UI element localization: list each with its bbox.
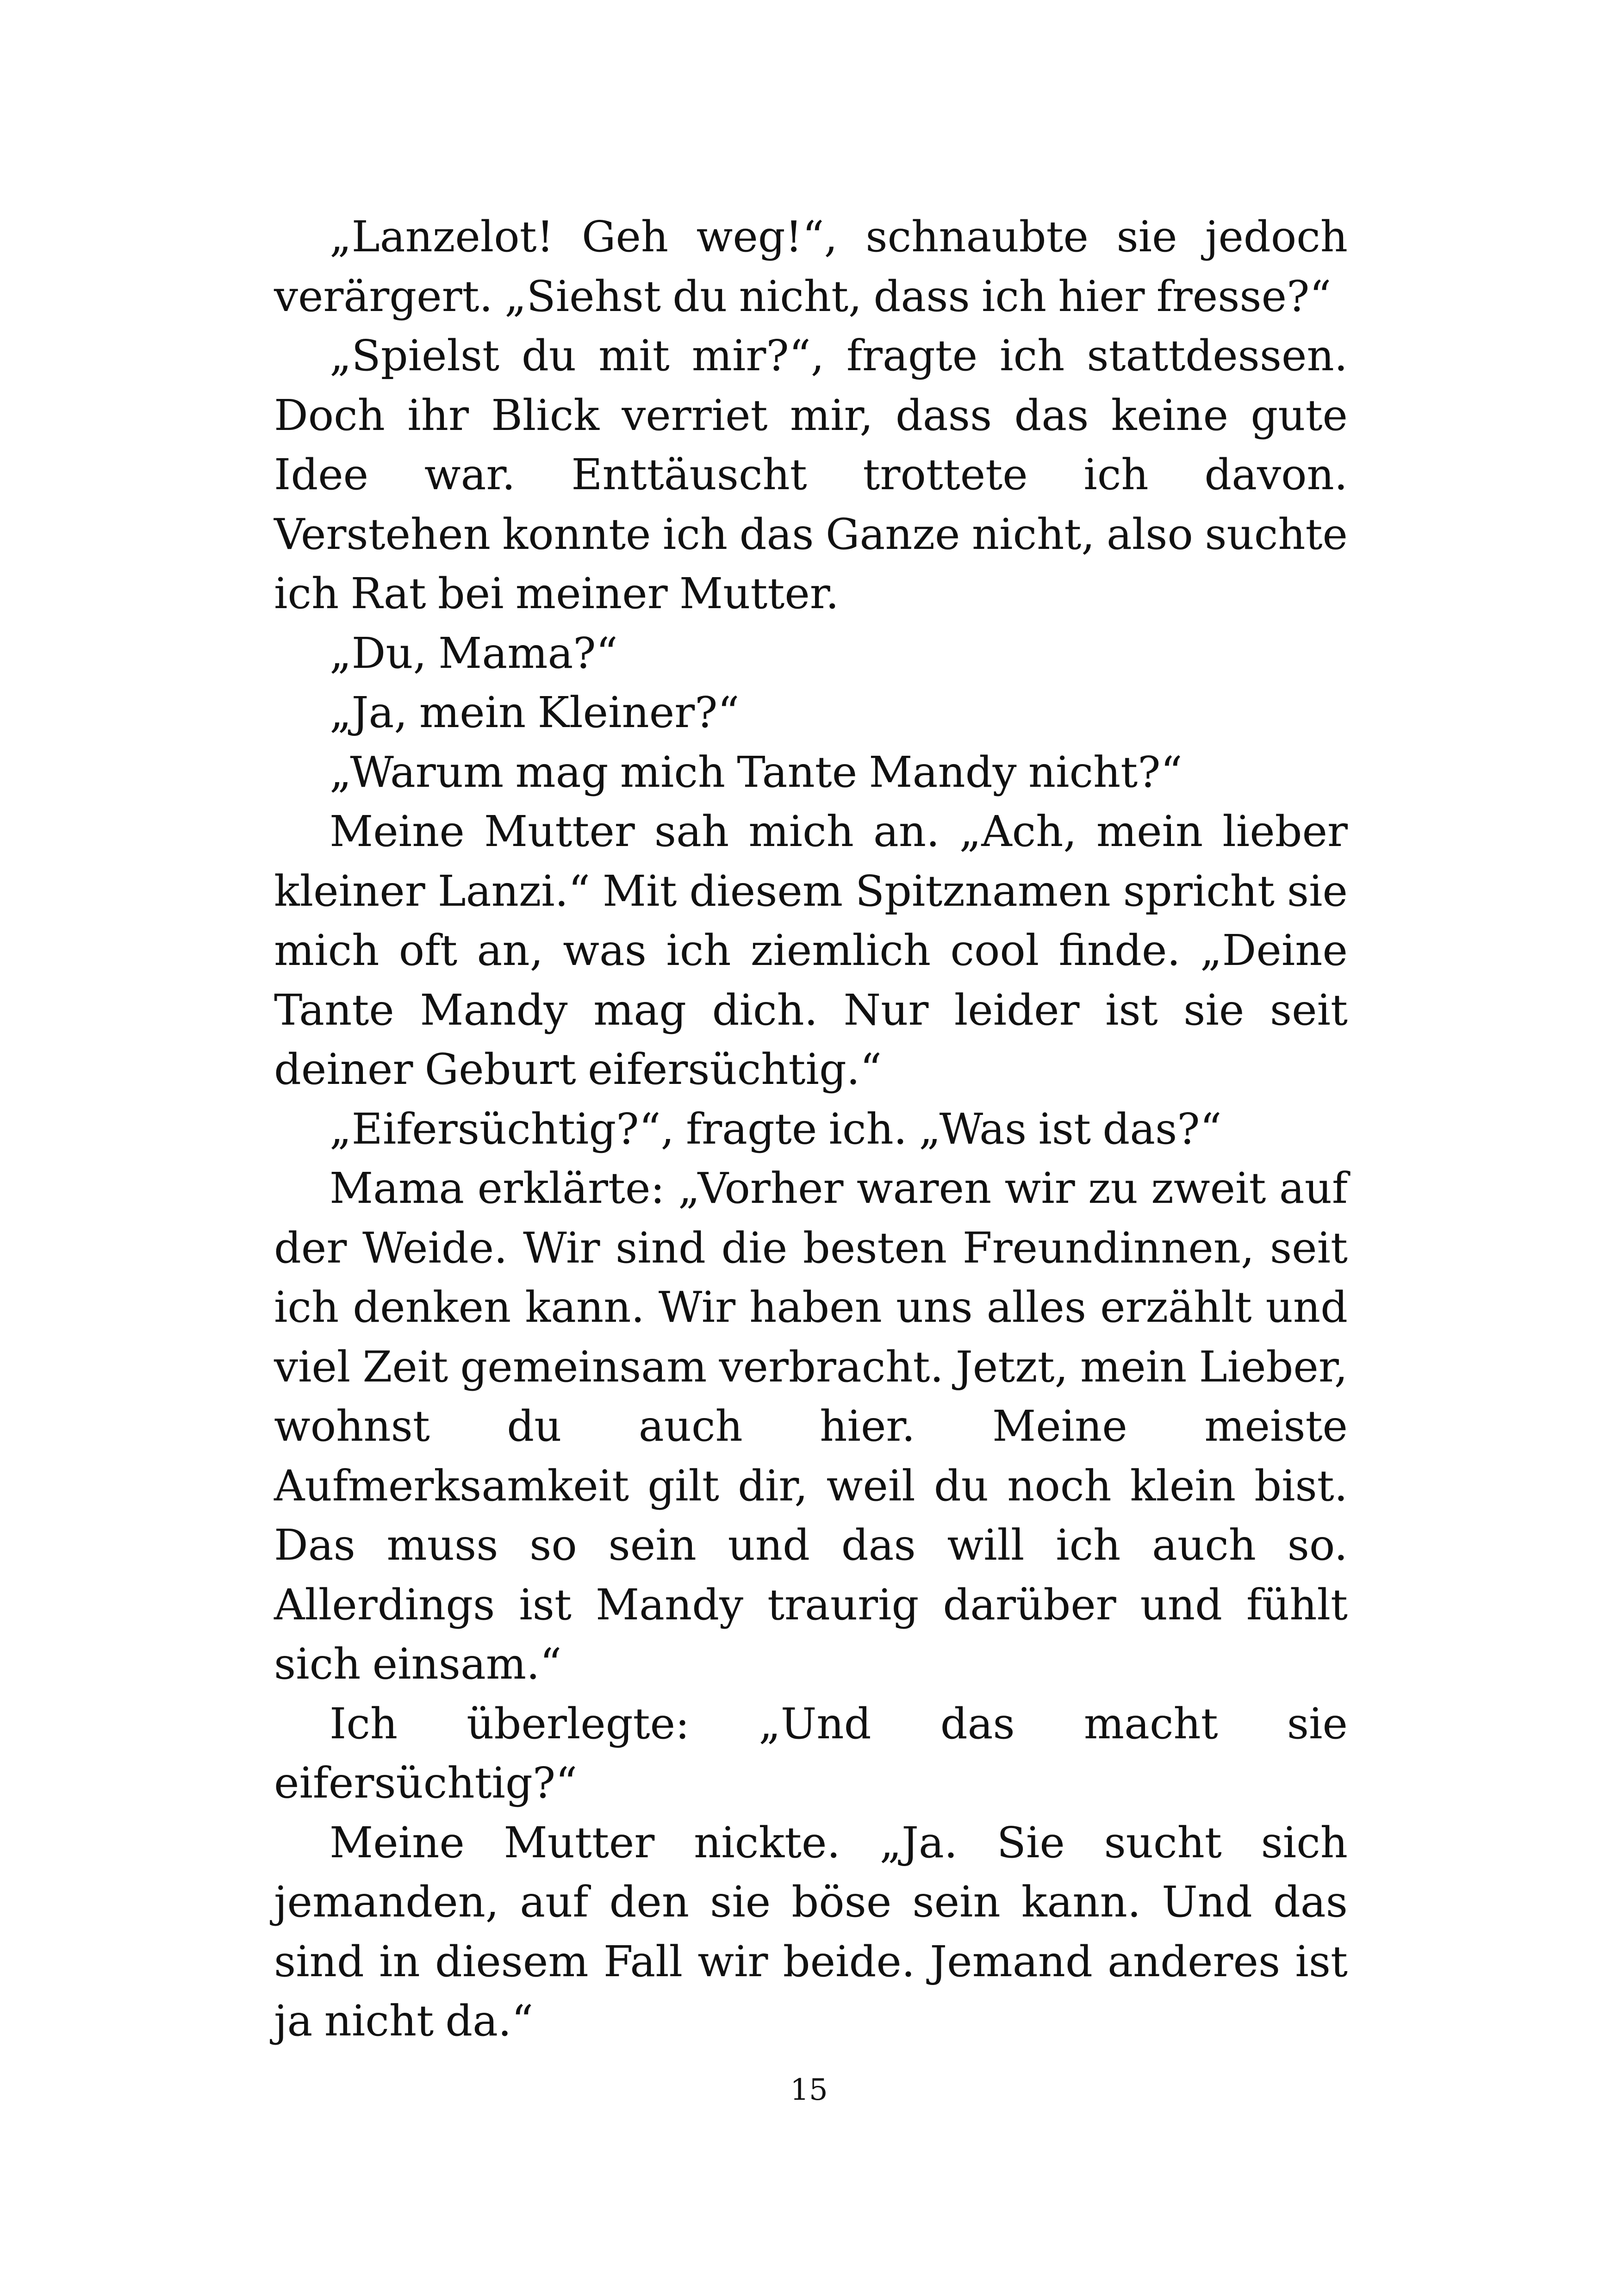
paragraph: „Lanzelot! Geh weg!“, schnaubte sie jedoch verärgert. „Siehst du nicht, dass ich hier fresse?“ xyxy=(274,212,1348,321)
paragraph: Mama erklärte: „Vorher waren wir zu zweit auf der Weide. Wir sind die besten Freundinnen, seit ich denken kann. Wir haben uns alles erzählt und viel Zeit gemeinsam verbracht. Jetzt, mein Lieber, wohnst du auch hier. Meine meiste Aufmerksamkeit gilt dir, weil du noch klein bist. Das muss so sein und das will ich auch so. Allerdings ist Mandy traurig darüber und fühlt sich einsam.“ xyxy=(274,1164,1348,1689)
paragraph: „Eifersüchtig?“, fragte ich. „Was ist das?“ xyxy=(330,1104,1222,1154)
paragraph: „Warum mag mich Tante Mandy nicht?“ xyxy=(330,747,1182,797)
paragraph: „Spielst du mit mir?“, fragte ich stattdessen. Doch ihr Blick verriet mir, dass das keine gute Idee war. Enttäuscht trottete ich davon. Verstehen konnte ich das Ganze nicht, also suchte ich Rat bei meiner Mutter. xyxy=(274,331,1348,618)
paragraph: Meine Mutter nickte. „Ja. Sie sucht sich jemanden, auf den sie böse sein kann. Und das sind in diesem Fall wir beide. Jemand anderes ist ja nicht da.“ xyxy=(274,1817,1348,2046)
paragraph: Meine Mutter sah mich an. „Ach, mein lieber kleiner Lanzi.“ Mit diesem Spitznamen spricht sie mich oft an, was ich ziemlich cool finde. „Deine Tante Mandy mag dich. Nur leider ist sie seit deiner Geburt eifersüchtig.“ xyxy=(274,807,1348,1094)
page-number: 15 xyxy=(790,2073,828,2107)
paragraph: Ich überlegte: „Und das macht sie eifersüchtig?“ xyxy=(274,1699,1348,1808)
paragraph: „Du, Mama?“ xyxy=(330,628,618,678)
paragraph: „Ja, mein Kleiner?“ xyxy=(330,688,740,737)
body-text xyxy=(274,207,1348,2051)
